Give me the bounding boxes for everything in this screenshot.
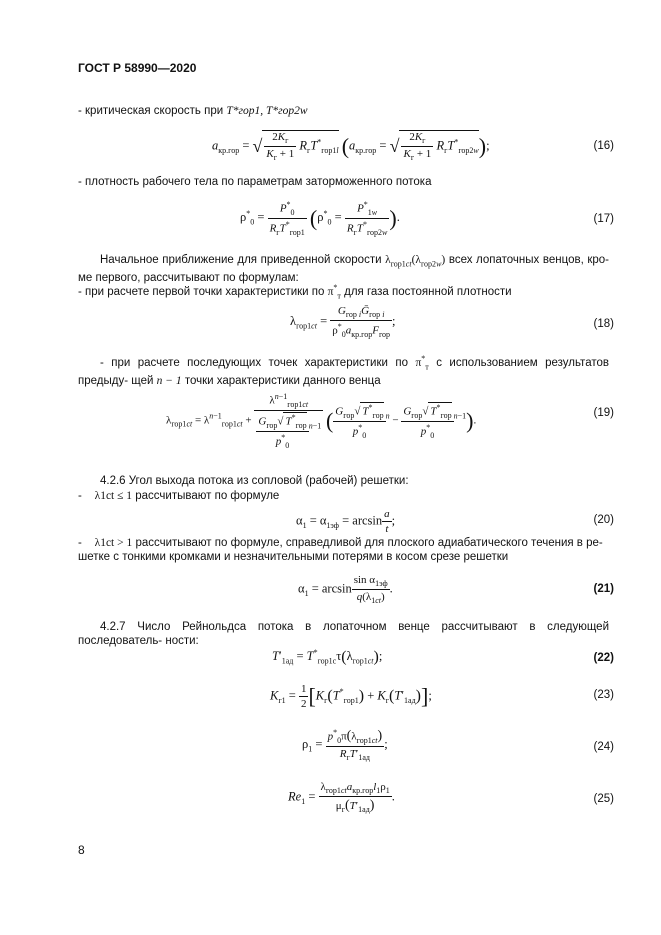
page-number: 8: [78, 843, 85, 857]
equation-number-24: (24): [593, 741, 614, 753]
equation-23: $K_{г1}$ = $\frac{1}{2}$ $[K_г(T^*_{гор1}) + K_г(T'_{1ад})]$;: [270, 683, 432, 710]
first-point-label: - при расчете первой точки характеристики по: [78, 285, 325, 298]
equation-21: $\alpha_1 = \arcsin$ $\frac{\sin \alpha_{1эф}}{q(\lambda_{1ct})}$ .: [298, 574, 393, 606]
equation-18: $\lambda_{гор1ct}$ = $\frac{G_{гор i}Ḡ_{гор i}}{\rho^*_0a_{кр.гор}F_{гор}}$ ;: [290, 305, 396, 340]
equation-number-25: (25): [593, 793, 614, 805]
condition-1-expr: λ1ct ≤ 1: [94, 490, 133, 502]
initial-approx-text-b: всех лопаточных венцов, кро-: [448, 254, 610, 266]
initial-approx-text-a: Начальное приближение для приведенной скорости: [100, 254, 382, 266]
condition-2-expr: λ1ct > 1: [94, 537, 133, 549]
condition-2: [78, 537, 603, 549]
equation-25: $Re_1$ = $\frac{\lambda_{гор1ct}a_{кр.гор}l_1\rho_1}{\mu_г(T'_{1ад})}$ .: [288, 781, 395, 815]
condition-1-text: рассчитывают по формуле: [135, 490, 280, 502]
standard-header: ГОСТ Р 58990—2020: [78, 61, 197, 75]
equation-20: $\alpha_1 = \alpha_{1эф} = \arcsin$ $\frac{a}{t}$ ;: [296, 508, 396, 535]
equation-17: $\rho^*_0$ = $\frac{P^*_0}{R_гT^*_{гор1}}$ ($\rho^*_0$ = $\frac{P^*_{1w}}{R_гT^*_{гор2w}}$ ).: [240, 200, 400, 237]
first-point-label-b: для газа постоянной плотности: [344, 285, 512, 298]
equation-number-23: (23): [593, 689, 614, 701]
critical-speed-text: [78, 105, 308, 117]
subsequent-points-text-a: - при расчете последующих точек характеристики по: [100, 356, 408, 369]
first-point-text: [78, 283, 512, 300]
density-text: - плотность рабочего тела по параметрам заторможенного потока: [78, 176, 432, 188]
n-minus-1: n − 1: [156, 375, 182, 388]
condition-2-continued: шетке с тонкими кромками и незначительными потерями в косом срезе решетки: [78, 551, 509, 563]
condition-1: [78, 490, 279, 502]
equation-number-21: (21): [593, 583, 614, 595]
subsequent-points-text-d: точки характеристики данного венца: [184, 375, 381, 388]
critical-speed-vars: T*гор1, T*гор2w: [226, 105, 308, 117]
condition-2-text: рассчитывают по формуле, справедливой для плоского адиабатического течения в ре-: [135, 537, 603, 549]
equation-number-17: (17): [593, 213, 614, 225]
pi-t-symbol: $\pi^*_т$: [327, 283, 341, 301]
subsequent-points-text-b: с использованием результатов предыду-: [78, 356, 609, 388]
condition-1-dash: -: [78, 490, 82, 502]
condition-2-dash: -: [78, 537, 82, 549]
subsequent-points-paragraph: - при расчете последующих точек характеристики по $\pi^*_т$ с использованием результатов предыду- щей n − 1 точки характеристики данного венца: [78, 354, 609, 388]
equation-number-22: (22): [593, 652, 614, 664]
equation-number-20: (20): [593, 514, 614, 526]
equation-number-18: (18): [593, 318, 614, 330]
section-4-2-7: [78, 620, 609, 648]
critical-speed-label: - критическая скорость при: [78, 105, 224, 117]
initial-approx-text-c: ме первого, рассчитывают по формулам:: [78, 272, 299, 285]
equation-16: $a_{кр.гор}$ = √ $\frac{2K_г}{K_г + 1}$ $R_гT^*_{гор1l}$ ($a_{кр.гор}$ = √ $\frac{2K_г}{K_г + 1}$ $R_гT^*_{гор2w}$);: [212, 131, 490, 163]
equation-22: $T'_{1ад} = T^*_{гор1с}\tau(\lambda_{гор1ct})$;: [272, 648, 383, 666]
equation-number-19: (19): [593, 407, 614, 419]
subsequent-points-text-c: щей: [131, 375, 154, 388]
section-4-2-6: 4.2.6 Угол выхода потока из сопловой (рабочей) решетки:: [100, 475, 409, 487]
section-4-2-7-text-b: ности:: [165, 635, 199, 647]
equation-19: $\lambda_{гор1ct} = \lambda^{n-1}_{гор1ct}$ + $\lambda^{n-1}_{гор1ct}$ $\frac{G_{гор}√ T^*_{гор}}{p^*_0}$ $^{n-1}$ ( $\frac{G_{гор}√ T^*_{гор}}{p^*_0}$ $^n$ − $\frac{G_{гор}√ T^*_{гор}}{p^*_0}$ $^{n-1}$).: [166, 392, 477, 450]
initial-approx-paragraph: Начальное приближение для приведенной скорости $\lambda_{гор1ct}(\lambda_{гор2w})$ всех лопаточных венцов, кро- ме первого, рассчитывают по формулам:: [78, 254, 610, 285]
section-4-2-7-text-a: 4.2.7 Число Рейнольдса потока в лопаточном венце рассчитывают в следующей последователь-: [78, 621, 609, 647]
equation-24: $\rho_1$ = $\frac{p^*_0\pi(\lambda_{гор1ct})}{R_гT'_{1ад}}$ ;: [302, 728, 388, 763]
equation-number-16: (16): [593, 140, 614, 152]
